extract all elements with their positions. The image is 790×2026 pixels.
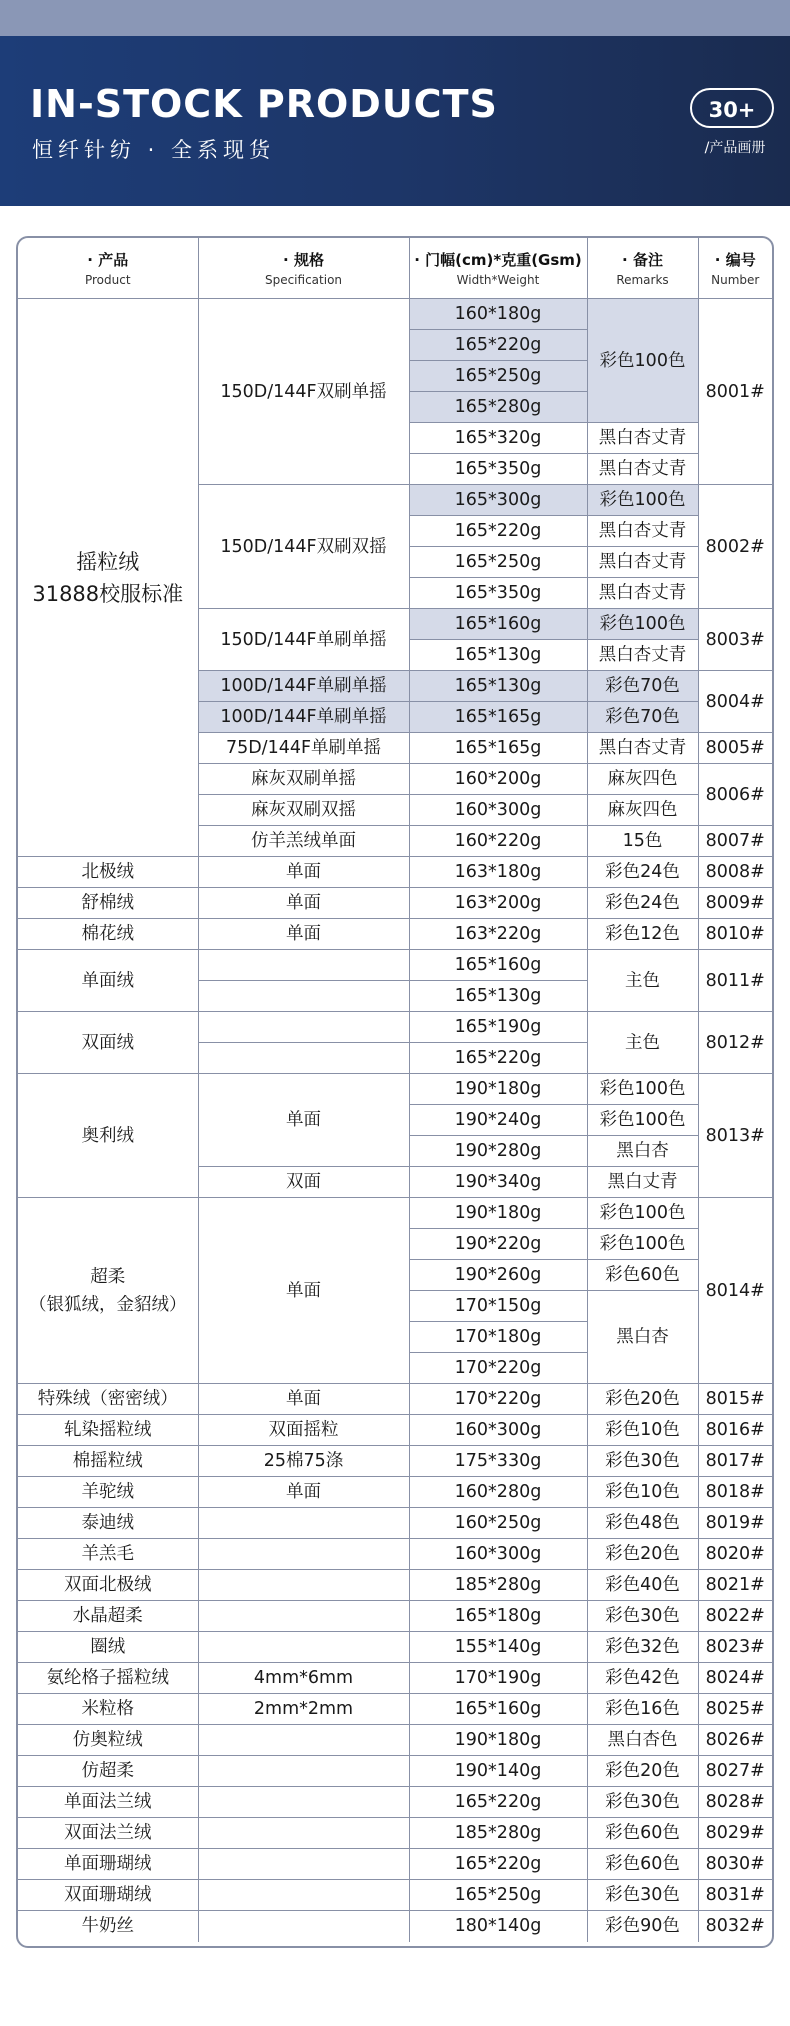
table-row [18, 888, 772, 919]
table-row [18, 1570, 772, 1601]
col-header-en: Remarks [616, 273, 669, 287]
table-cell: 175*330g [409, 1446, 587, 1477]
table-cell: 彩色16色 [587, 1694, 698, 1725]
table-cell: 100D/144F单刷单摇 [198, 671, 409, 702]
table-cell: 160*300g [409, 1415, 587, 1446]
table-row [18, 857, 772, 888]
col-header-spec [198, 238, 409, 299]
table-cell [198, 1787, 409, 1818]
table-cell: 黑白杏丈青 [587, 640, 698, 671]
table-cell: 160*300g [409, 795, 587, 826]
table-cell: 黑白杏丈青 [587, 516, 698, 547]
badge-caption: /产品画册 [704, 140, 766, 156]
table-cell: 8032# [698, 1911, 772, 1942]
table-cell: 彩色20色 [587, 1756, 698, 1787]
col-header-number [698, 238, 772, 299]
table-cell: 黑白丈青 [587, 1167, 698, 1198]
table-cell [198, 1880, 409, 1911]
table-cell: 160*250g [409, 1508, 587, 1539]
table-cell: 彩色90色 [587, 1911, 698, 1942]
table-cell: 8025# [698, 1694, 772, 1725]
table-cell: 150D/144F单刷单摇 [198, 609, 409, 671]
table-cell: 8030# [698, 1849, 772, 1880]
table-cell: 黑白杏 [587, 1136, 698, 1167]
table-cell: 彩色20色 [587, 1384, 698, 1415]
table-cell: 仿羊羔绒单面 [198, 826, 409, 857]
table-cell: 163*180g [409, 857, 587, 888]
table-cell [198, 1725, 409, 1756]
table-cell: 黑白杏 [587, 1291, 698, 1384]
col-header-en: Width*Weight [456, 273, 540, 287]
table-row [18, 1694, 772, 1725]
table-cell: 8015# [698, 1384, 772, 1415]
table-cell: 8026# [698, 1725, 772, 1756]
col-header-product [18, 238, 198, 299]
table-cell: 彩色60色 [587, 1260, 698, 1291]
table-cell: 170*190g [409, 1663, 587, 1694]
top-band [0, 0, 790, 36]
table-cell: 黑白杏丈青 [587, 454, 698, 485]
table-cell: 25棉75涤 [198, 1446, 409, 1477]
table-cell: 彩色12色 [587, 919, 698, 950]
page-subtitle: 恒纤针纺 · 全系现货 [32, 138, 276, 162]
table-cell: 单面 [198, 857, 409, 888]
table-cell: 8012# [698, 1012, 772, 1074]
table-cell: 彩色30色 [587, 1446, 698, 1477]
table-row [18, 1446, 772, 1477]
table-cell: 彩色10色 [587, 1415, 698, 1446]
table-cell [198, 1632, 409, 1663]
col-header-en: Product [84, 273, 131, 287]
table-cell: 165*220g [409, 1849, 587, 1880]
table-cell: 8022# [698, 1601, 772, 1632]
count-badge: 30+ [690, 88, 774, 128]
table-cell: 165*130g [409, 981, 587, 1012]
table-cell: 彩色40色 [587, 1570, 698, 1601]
table-row [18, 950, 772, 981]
table-cell: 单面 [198, 1074, 409, 1167]
table-cell: 75D/144F单刷单摇 [198, 733, 409, 764]
col-header-en: Number [711, 273, 760, 287]
table-cell: 8001# [698, 299, 772, 485]
table-cell: 彩色70色 [587, 702, 698, 733]
table-cell: 轧染摇粒绒 [18, 1415, 198, 1446]
table-cell: 190*180g [409, 1074, 587, 1105]
table-cell: 彩色48色 [587, 1508, 698, 1539]
table-cell: 彩色42色 [587, 1663, 698, 1694]
table-cell: 8021# [698, 1570, 772, 1601]
table-cell: 麻灰双刷双摇 [198, 795, 409, 826]
table-row [18, 1725, 772, 1756]
page-title: IN-STOCK PRODUCTS [30, 82, 498, 126]
table-cell [198, 981, 409, 1012]
table-cell: 165*250g [409, 1880, 587, 1911]
table-cell: 氨纶格子摇粒绒 [18, 1663, 198, 1694]
table-cell: 165*280g [409, 392, 587, 423]
col-header-remarks [587, 238, 698, 299]
table-cell: 165*160g [409, 950, 587, 981]
table-cell: 双面摇粒 [198, 1415, 409, 1446]
table-row [18, 1756, 772, 1787]
table-cell: 棉摇粒绒 [18, 1446, 198, 1477]
table-row [18, 299, 772, 330]
table-cell: 180*140g [409, 1911, 587, 1942]
table-cell [198, 1849, 409, 1880]
table-cell: 彩色70色 [587, 671, 698, 702]
table-cell: 黑白杏丈青 [587, 547, 698, 578]
table-cell [198, 1818, 409, 1849]
table-cell: 摇粒绒 31888校服标准 [18, 299, 198, 857]
col-header-zh: · 产品 [87, 251, 129, 269]
table-cell: 8010# [698, 919, 772, 950]
table-row [18, 1911, 772, 1942]
table-cell: 水晶超柔 [18, 1601, 198, 1632]
table-row [18, 1415, 772, 1446]
table-cell: 8029# [698, 1818, 772, 1849]
product-table-frame [16, 236, 774, 1948]
table-cell: 190*220g [409, 1229, 587, 1260]
table-cell: 黑白杏丈青 [587, 578, 698, 609]
table-cell: 双面法兰绒 [18, 1818, 198, 1849]
col-header-width-weight [409, 238, 587, 299]
table-row [18, 1477, 772, 1508]
table-cell: 190*280g [409, 1136, 587, 1167]
table-cell: 165*160g [409, 1694, 587, 1725]
col-header-zh: · 规格 [283, 251, 324, 269]
table-cell: 190*180g [409, 1198, 587, 1229]
table-cell: 165*130g [409, 671, 587, 702]
table-cell: 160*280g [409, 1477, 587, 1508]
table-row [18, 1632, 772, 1663]
table-cell: 160*220g [409, 826, 587, 857]
table-cell: 155*140g [409, 1632, 587, 1663]
table-cell: 彩色32色 [587, 1632, 698, 1663]
table-row [18, 1601, 772, 1632]
table-cell [198, 1911, 409, 1942]
table-cell: 彩色60色 [587, 1849, 698, 1880]
table-cell: 彩色20色 [587, 1539, 698, 1570]
table-row [18, 1539, 772, 1570]
table-cell: 165*320g [409, 423, 587, 454]
table-cell: 4mm*6mm [198, 1663, 409, 1694]
table-row [18, 1818, 772, 1849]
col-header-zh: · 门幅(cm)*克重(Gsm) [414, 251, 582, 269]
table-cell: 米粒格 [18, 1694, 198, 1725]
table-cell: 彩色30色 [587, 1880, 698, 1911]
table-cell: 165*350g [409, 578, 587, 609]
table-row [18, 1663, 772, 1694]
table-cell: 羊羔毛 [18, 1539, 198, 1570]
table-cell: 特殊绒（密密绒） [18, 1384, 198, 1415]
col-header-en: Specification [264, 273, 343, 287]
table-cell: 185*280g [409, 1818, 587, 1849]
table-cell: 163*220g [409, 919, 587, 950]
table-cell: 2mm*2mm [198, 1694, 409, 1725]
table-cell: 黑白杏丈青 [587, 733, 698, 764]
table-cell: 160*300g [409, 1539, 587, 1570]
table-cell: 8017# [698, 1446, 772, 1477]
table-cell: 165*220g [409, 516, 587, 547]
table-cell: 8018# [698, 1477, 772, 1508]
table-cell: 8004# [698, 671, 772, 733]
table-cell: 170*150g [409, 1291, 587, 1322]
table-cell: 泰迪绒 [18, 1508, 198, 1539]
table-cell: 185*280g [409, 1570, 587, 1601]
col-header-zh: · 备注 [622, 251, 663, 269]
table-cell: 奥利绒 [18, 1074, 198, 1198]
table-cell: 彩色100色 [587, 1074, 698, 1105]
table-cell: 单面 [198, 888, 409, 919]
table-cell: 超柔 （银狐绒，金貂绒） [18, 1198, 198, 1384]
table-cell [198, 1601, 409, 1632]
table-cell: 165*220g [409, 1787, 587, 1818]
table-cell: 190*240g [409, 1105, 587, 1136]
table-cell: 8007# [698, 826, 772, 857]
table-cell: 麻灰四色 [587, 795, 698, 826]
table-cell: 170*180g [409, 1322, 587, 1353]
table-cell: 8005# [698, 733, 772, 764]
table-cell: 羊驼绒 [18, 1477, 198, 1508]
table-row [18, 1074, 772, 1105]
table-cell: 100D/144F单刷单摇 [198, 702, 409, 733]
table-cell: 8006# [698, 764, 772, 826]
table-cell: 8009# [698, 888, 772, 919]
table-cell: 双面 [198, 1167, 409, 1198]
table-cell: 彩色60色 [587, 1818, 698, 1849]
table-cell: 165*180g [409, 1601, 587, 1632]
table-cell: 单面 [198, 919, 409, 950]
table-cell: 圈绒 [18, 1632, 198, 1663]
table-cell: 165*220g [409, 330, 587, 361]
table-cell: 165*160g [409, 609, 587, 640]
table-cell: 190*180g [409, 1725, 587, 1756]
table-cell: 麻灰双刷单摇 [198, 764, 409, 795]
table-cell: 彩色30色 [587, 1787, 698, 1818]
table-cell: 主色 [587, 950, 698, 1012]
table-cell: 彩色24色 [587, 888, 698, 919]
table-cell [198, 1012, 409, 1043]
table-cell: 牛奶丝 [18, 1911, 198, 1942]
table-cell: 165*130g [409, 640, 587, 671]
table-cell: 165*350g [409, 454, 587, 485]
table-cell: 8020# [698, 1539, 772, 1570]
table-cell: 163*200g [409, 888, 587, 919]
table-cell: 单面法兰绒 [18, 1787, 198, 1818]
table-cell: 165*165g [409, 733, 587, 764]
table-cell: 150D/144F双刷单摇 [198, 299, 409, 485]
table-cell: 麻灰四色 [587, 764, 698, 795]
table-cell: 190*260g [409, 1260, 587, 1291]
table-cell [198, 1539, 409, 1570]
table-cell: 165*250g [409, 547, 587, 578]
table-cell: 8023# [698, 1632, 772, 1663]
table-cell: 主色 [587, 1012, 698, 1074]
table-cell: 160*180g [409, 299, 587, 330]
table-cell: 单面绒 [18, 950, 198, 1012]
table-cell: 仿超柔 [18, 1756, 198, 1787]
table-cell: 单面珊瑚绒 [18, 1849, 198, 1880]
table-cell: 彩色100色 [587, 299, 698, 423]
table-cell: 160*200g [409, 764, 587, 795]
table-cell: 8008# [698, 857, 772, 888]
table-cell: 190*140g [409, 1756, 587, 1787]
table-cell [198, 1043, 409, 1074]
table-row [18, 1508, 772, 1539]
table-cell: 8014# [698, 1198, 772, 1384]
table-row [18, 1849, 772, 1880]
table-cell: 15色 [587, 826, 698, 857]
table-cell: 彩色100色 [587, 1229, 698, 1260]
table-cell: 北极绒 [18, 857, 198, 888]
table-cell: 单面 [198, 1384, 409, 1415]
table-header-row [18, 238, 772, 299]
table-cell: 8011# [698, 950, 772, 1012]
table-cell: 棉花绒 [18, 919, 198, 950]
table-cell: 8013# [698, 1074, 772, 1198]
product-table [18, 238, 772, 1942]
table-cell: 165*250g [409, 361, 587, 392]
table-cell: 彩色24色 [587, 857, 698, 888]
table-cell: 双面绒 [18, 1012, 198, 1074]
table-cell: 彩色10色 [587, 1477, 698, 1508]
table-cell [198, 950, 409, 981]
table-cell: 8031# [698, 1880, 772, 1911]
table-cell: 黑白杏丈青 [587, 423, 698, 454]
table-cell: 彩色100色 [587, 609, 698, 640]
table-cell: 170*220g [409, 1384, 587, 1415]
table-row [18, 1384, 772, 1415]
table-cell: 双面珊瑚绒 [18, 1880, 198, 1911]
table-cell: 165*220g [409, 1043, 587, 1074]
table-cell: 彩色100色 [587, 1105, 698, 1136]
table-cell: 8003# [698, 609, 772, 671]
table-row [18, 1012, 772, 1043]
table-cell [198, 1570, 409, 1601]
table-cell: 165*300g [409, 485, 587, 516]
table-cell: 仿奥粒绒 [18, 1725, 198, 1756]
header-banner [0, 36, 790, 206]
table-body [18, 299, 772, 1942]
table-row [18, 1880, 772, 1911]
table-cell: 8028# [698, 1787, 772, 1818]
table-row [18, 1198, 772, 1229]
table-cell: 8019# [698, 1508, 772, 1539]
table-cell [198, 1508, 409, 1539]
col-header-zh: · 编号 [714, 251, 756, 269]
table-cell: 8016# [698, 1415, 772, 1446]
table-cell: 彩色100色 [587, 485, 698, 516]
table-row [18, 919, 772, 950]
table-cell: 单面 [198, 1198, 409, 1384]
table-cell: 165*165g [409, 702, 587, 733]
table-cell: 165*190g [409, 1012, 587, 1043]
table-cell: 8027# [698, 1756, 772, 1787]
table-cell: 150D/144F双刷双摇 [198, 485, 409, 609]
table-cell: 190*340g [409, 1167, 587, 1198]
table-cell: 单面 [198, 1477, 409, 1508]
table-cell: 黑白杏色 [587, 1725, 698, 1756]
table-cell: 彩色100色 [587, 1198, 698, 1229]
table-cell: 彩色30色 [587, 1601, 698, 1632]
table-cell [198, 1756, 409, 1787]
table-cell: 双面北极绒 [18, 1570, 198, 1601]
table-cell: 8002# [698, 485, 772, 609]
table-cell: 舒棉绒 [18, 888, 198, 919]
table-row [18, 1787, 772, 1818]
table-cell: 170*220g [409, 1353, 587, 1384]
table-cell: 8024# [698, 1663, 772, 1694]
